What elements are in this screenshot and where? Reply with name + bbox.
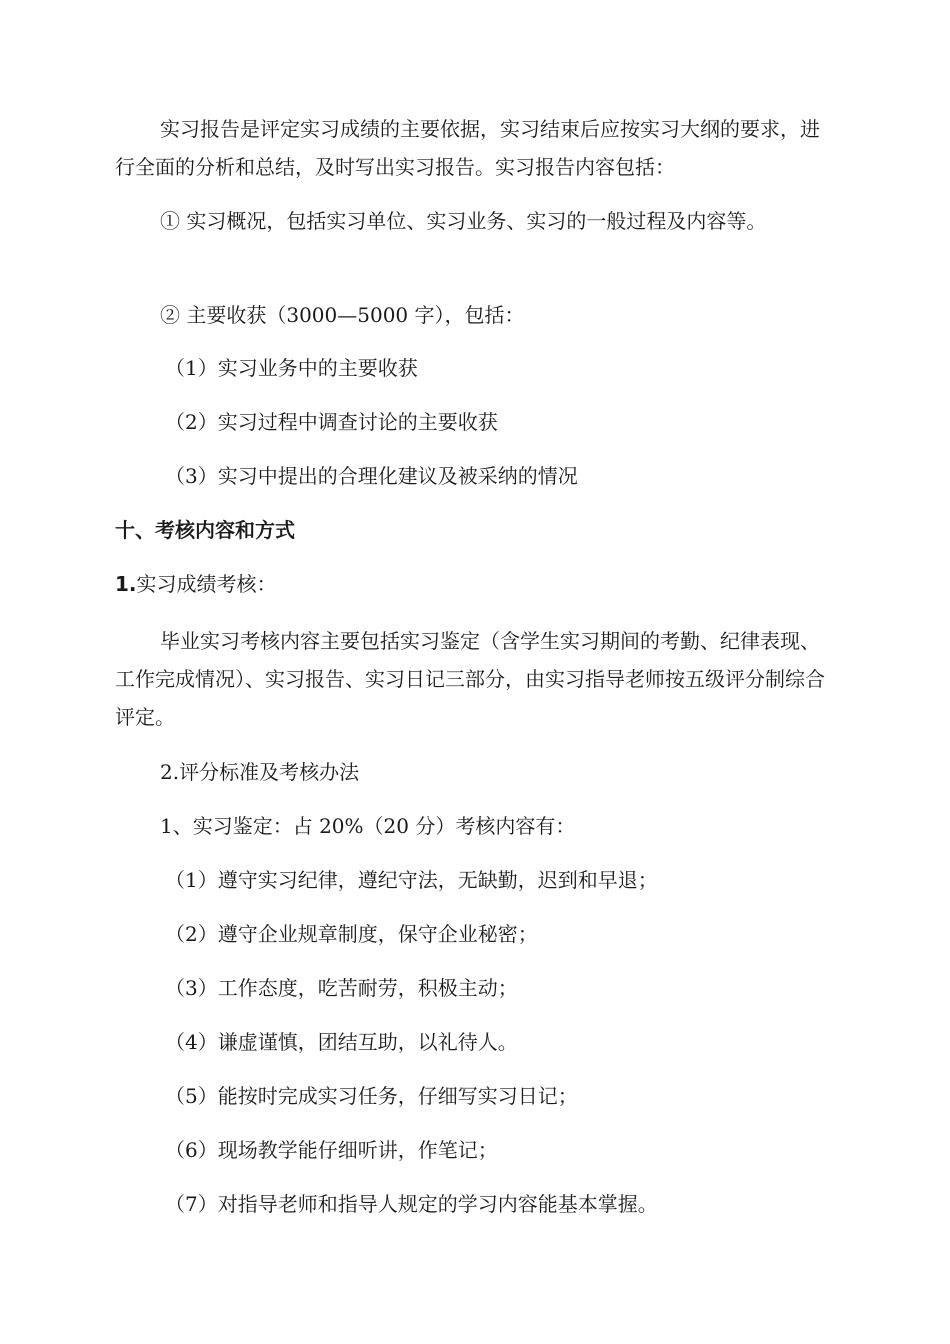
list-item: （4）谦虚谨慎，团结互助，以礼待人。 (165, 1030, 518, 1054)
sub-heading (115, 564, 277, 604)
intro-item-1: ① 实习概况，包括实习单位、实习业务、实习的一般过程及内容等。 (160, 209, 767, 233)
intro-sub-item-1: （1）实习业务中的主要收获 (165, 356, 418, 380)
list-item: （2）遵守企业规章制度，保守企业秘密； (165, 922, 538, 946)
intro-item-2: ② 主要收获（3000—5000 字），包括： (160, 303, 525, 327)
list-item: （5）能按时完成实习任务，仔细写实习日记； (165, 1084, 578, 1108)
appraisal-line: 1、实习鉴定：占 20%（20 分）考核内容有： (160, 814, 576, 838)
scoring-title: 2.评分标准及考核办法 (160, 760, 360, 784)
list-item: （6）现场教学能仔细听讲，作笔记； (165, 1138, 498, 1162)
list-item: （1）遵守实习纪律，遵纪守法，无缺勤，迟到和早退； (165, 868, 658, 892)
sub-heading-text: 实习成绩考核： (136, 572, 277, 596)
section-heading: 十、考核内容和方式 (115, 518, 295, 542)
intro-sub-item-3: （3）实习中提出的合理化建议及被采纳的情况 (165, 464, 578, 488)
sub-heading-number: 1. (115, 572, 137, 596)
list-item: （3）工作态度，吃苦耐劳，积极主动； (165, 976, 518, 1000)
intro-sub-item-2: （2）实习过程中调查讨论的主要收获 (165, 410, 498, 434)
assessment-paragraph: 毕业实习考核内容主要包括实习鉴定（含学生实习期间的考勤、纪律表现、工作完成情况）、实习报告、实习日记三部分，由实习指导老师按五级评分制综合评定。 (115, 629, 825, 729)
list-item: （7）对指导老师和指导人规定的学习内容能基本掌握。 (165, 1192, 658, 1216)
intro-paragraph: 实习报告是评定实习成绩的主要依据，实习结束后应按实习大纲的要求，进行全面的分析和总结，及时写出实习报告。实习报告内容包括： (115, 117, 820, 179)
